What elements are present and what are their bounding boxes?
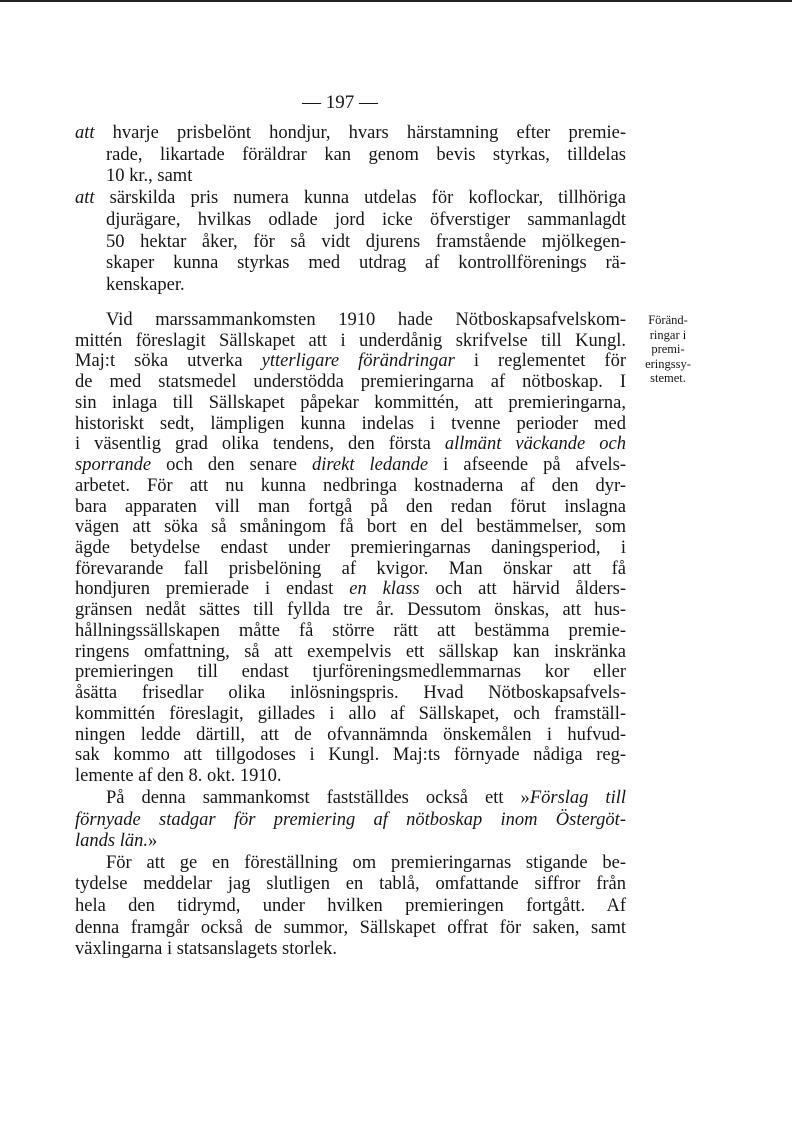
text-run: i väsentlig grad olika tendens, den första: [75, 434, 445, 455]
paragraph-2-3-line: [75, 830, 626, 852]
margin-note: [628, 313, 708, 386]
paragraph-2-3-line: [106, 787, 626, 809]
paragraph-1-line: [75, 433, 626, 455]
clause-block-line: [75, 187, 626, 209]
text-run: ringens omfattning, så att exempelvis ett sällskap kan inskränka: [75, 641, 626, 662]
clause-block-line: [75, 122, 626, 144]
italic-text: en klass: [349, 579, 420, 600]
text-run: skaper kunna styrkas med utdrag af kontrollförenings rä-: [106, 253, 626, 274]
text-run: premieringen till endast tjurföreningsmedlemmarnas kor eller: [75, 662, 626, 683]
paragraph-2-3-line: [75, 809, 626, 831]
text-run: denna framgår också de summor, Sällskapet offrat för saken, samt: [75, 917, 626, 938]
paragraph-1-line: [75, 682, 626, 704]
italic-text: att: [75, 123, 95, 143]
paragraph-1-line: [75, 703, 626, 725]
text-run: 50 hektar åker, för så vidt djurens framstående mjölkegen-: [106, 231, 626, 252]
paragraph-1-line: [75, 496, 626, 518]
text-run: hållningssällskapen måtte få större rätt att bestämma premie-: [75, 620, 626, 641]
page-number: — 197 —: [302, 92, 378, 113]
paragraph-1-line: [75, 516, 626, 538]
clause-block-line: [106, 209, 626, 231]
text-run: hvarje prisbelönt hondjur, hvars härstamning efter premie-: [94, 123, 626, 143]
text-run: Maj:t söka utverka: [75, 351, 262, 372]
text-run: hela den tidrymd, under hvilken premieringen fortgått. Af: [75, 896, 626, 916]
paragraph-2-3-line: [75, 938, 626, 960]
paragraph-1-line: [75, 330, 626, 352]
italic-text: direkt ledande: [312, 455, 429, 476]
text-run: tydelse meddelar jag slutligen en tablå, omfattande siffror från: [75, 874, 626, 895]
paragraph-2-3-line: [106, 852, 626, 874]
paragraph-1-line: [106, 309, 626, 331]
text-run: kommittén föreslagit, gillades i allo af Sällskapet, och framställ-: [75, 703, 626, 724]
paragraph-1-line: [75, 558, 626, 580]
text-run: förevarande fall prisbelöning af kvigor. Man önskar att få: [75, 558, 626, 579]
text-run: hondjuren premierade i endast: [75, 579, 350, 600]
text-run: mittén föreslagit Sällskapet att i underdånig skrifvelse till Kungl.: [75, 330, 626, 351]
paragraph-1-line: [75, 413, 626, 435]
paragraph-1-line: [75, 454, 626, 476]
text-run: På denna sammankomst fastställdes också ett »: [106, 788, 530, 808]
text-run: 10 kr., samt: [106, 166, 193, 187]
page-top-border: [0, 0, 792, 2]
text-run: åsätta frisedlar olika inlösningspris. Hvad Nötboskapsafvels-: [75, 683, 626, 704]
clause-block-line: [106, 252, 626, 274]
clause-block-line: [106, 231, 626, 253]
paragraph-1-line: [75, 537, 626, 559]
italic-text: allmänt väckande och: [444, 434, 626, 455]
paragraph-1-line: [75, 371, 626, 393]
paragraph-2-3-line: [75, 873, 626, 895]
clause-block-line: [106, 274, 626, 296]
text-run: kenskaper.: [106, 274, 185, 295]
text-run: För att ge en föreställning om premieringarnas stigande be-: [106, 852, 626, 873]
paragraph-1-line: [75, 620, 626, 642]
text-run: särskilda pris numera kunna utdelas för koflockar, tillhöriga: [94, 188, 626, 209]
text-run: ägde betydelse endast under premieringarnas daningsperiod, i: [75, 538, 626, 559]
text-run: de med statsmedel understödda premieringarna af nötboskap. I: [75, 372, 626, 393]
text-run: bara apparaten vill man fortgå på den redan förut inslagna: [75, 496, 626, 517]
text-run: djurägare, hvilkas odlade jord icke öfverstiger sammanlagdt: [106, 209, 626, 230]
margin-note-line: Föränd-: [648, 313, 688, 327]
text-run: sak kommo att tillgodoses i Kungl. Maj:ts förnyade nådiga reg-: [75, 745, 626, 766]
paragraph-1-line: [75, 765, 626, 787]
text-run: i afseende på afvels-: [428, 455, 626, 476]
paragraph-1-line: [75, 350, 626, 372]
text-run: gränsen nedåt sättes till fyllda tre år. Dessutom önskas, att hus-: [75, 600, 626, 621]
paragraph-1-line: [75, 641, 626, 663]
paragraph-1-line: [75, 744, 626, 766]
paragraph-2-3-line: [75, 895, 626, 917]
paragraph-1-line: [75, 661, 626, 683]
paragraph-1-line: [75, 475, 626, 497]
margin-note-line: eringssy-: [645, 356, 691, 371]
paragraph-1-line: [75, 724, 626, 746]
italic-text: sporrande: [75, 455, 152, 476]
margin-note-line: premi-: [651, 342, 685, 356]
italic-text: förnyade stadgar för premiering af nötboskap inom Östergöt-: [75, 809, 626, 830]
italic-text: Förslag till: [529, 788, 626, 808]
text-run: »: [147, 831, 158, 852]
text-run: vägen att söka så småningom få bort en del bestämmelser, som: [75, 517, 626, 538]
text-run: och den senare: [151, 455, 312, 476]
text-run: arbetet. För att nu kunna nedbringa kostnaderna af den dyr-: [75, 475, 626, 496]
italic-text: ytterligare förändringar: [261, 351, 455, 372]
clause-block-line: [106, 144, 626, 166]
text-run: ningen ledde därtill, att de ofvannämnda önskemålen i hufvud-: [75, 724, 626, 745]
paragraph-1-line: [75, 392, 626, 414]
margin-note-line: stemet.: [650, 371, 686, 385]
margin-note-line: ringar i: [649, 327, 687, 342]
clause-block-line: [106, 165, 626, 187]
text-run: historiskt sedt, lämpligen kunna indelas i tvenne perioder med: [75, 413, 626, 434]
text-run: sin inlaga till Sällskapet påpekar kommittén, att premieringarna,: [75, 392, 626, 413]
text-run: rade, likartade föräldrar kan genom bevis styrkas, tilldelas: [106, 144, 626, 165]
text-run: lemente af den 8. okt. 1910.: [75, 766, 282, 787]
text-run: och att härvid ålders-: [419, 579, 627, 600]
text-run: Vid marssammankomsten 1910 hade Nötboskapsafvelskom-: [106, 310, 626, 330]
paragraph-1-line: [75, 599, 626, 621]
italic-text: att: [75, 188, 95, 209]
paragraph-1-line: [75, 578, 626, 600]
text-run: i reglementet för: [454, 351, 627, 372]
paragraph-2-3-line: [75, 917, 626, 939]
italic-text: lands län.: [75, 831, 148, 852]
text-run: växlingarna i statsanslagets storlek.: [75, 939, 338, 960]
